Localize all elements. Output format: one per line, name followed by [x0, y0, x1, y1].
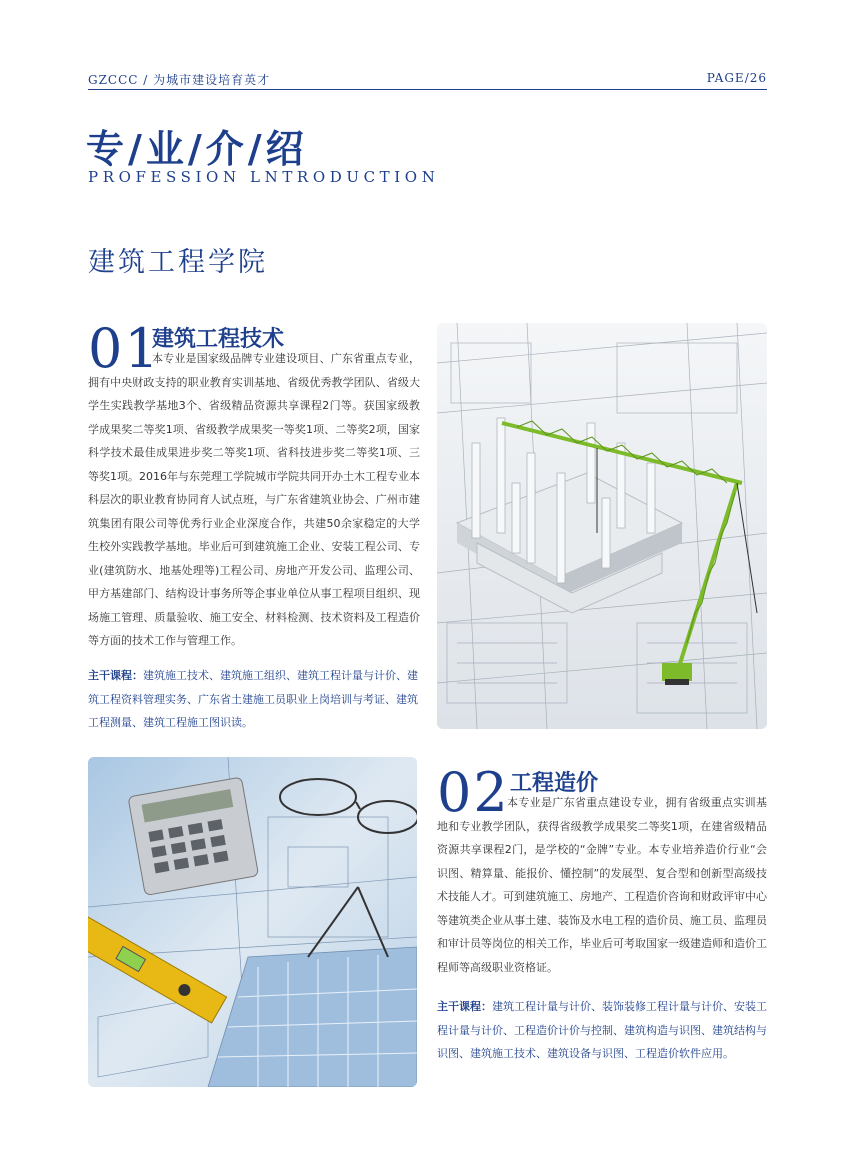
construction-render-image — [437, 323, 767, 729]
calculator-blueprint-image — [88, 757, 417, 1087]
page-title: 专/业/介/绍 — [86, 126, 308, 171]
college-name: 建筑工程学院 — [88, 247, 268, 278]
section-1-courses — [88, 664, 420, 735]
section-2-course-label: 主干课程： — [437, 1000, 492, 1013]
section-1-course-list: 建筑施工技术、建筑施工组织、建筑工程计量与计价、建筑工程资料管理实务、广东省土建施工员职业上岗培训与考证、建筑工程测量、建筑工程施工图识读。 — [88, 669, 418, 729]
section-2-title: 工程造价 — [510, 770, 599, 796]
section-1-course-label: 主干课程： — [88, 669, 143, 682]
page-number: PAGE/26 — [706, 71, 767, 85]
section-2-body: 本专业是广东省重点建设专业，拥有省级重点实训基地和专业教学团队，获得省级教学成果奖二等奖1项，在建省级精品资源共享课程2门，是学校的“金牌”专业。本专业培养造价行业“会识图、精算量、能报价、懂控制”的发展型、复合型和创新型高级技术技能人才。可到建筑施工、房地产、工程造价咨询和财政评审中心等建筑类企业从事土建、装饰及水电工程的造价员、施工员、监理员和审计员等岗位的相关工作，毕业后可考取国家一级建造师和造价工程师等高级职业资格证。 — [437, 796, 767, 974]
building-crane-illustration — [437, 323, 767, 729]
section-2-number: 02 — [437, 761, 510, 824]
section-1-number: 01 — [88, 317, 161, 380]
page-subtitle-en: PROFESSION LNTRODUCTION — [88, 168, 440, 186]
calculator-ruler-illustration — [88, 757, 417, 1087]
header-breadcrumb: GZCCC / 为城市建设培育英才 — [88, 73, 271, 87]
section-1-body: 本专业是国家级品牌专业建设项目、广东省重点专业，拥有中央财政支持的职业教育实训基地、省级优秀教学团队、省级大学生实践教学基地3个、省级精品资源共享课程2门等。获国家级教学成果奖二等奖1项、省级教学成果奖一等奖1项、二等奖2项，国家科学技术最佳成果进步奖二等奖1项、省科技进步奖二等奖1项、三等奖1项。2016年与东莞理工学院城市学院共同开办土木工程专业本科层次的职业教育协同育人试点班，与广东省建筑业协会、广州市建筑集团有限公司等优秀行业企业深度合作，共建50余家稳定的大学生校外实践教学基地。毕业后可到建筑施工企业、安装工程公司、专业(建筑防水、地基处理等)工程公司、房地产开发公司、监理公司、甲方基建部门、结构设计事务所等企事业单位从事工程项目组织、现场施工管理、质量验收、施工安全、材料检测、技术资料及工程造价等方面的技术工作与管理工作。 — [88, 352, 420, 647]
section-2-course-list: 建筑工程计量与计价、装饰装修工程计量与计价、安装工程计量与计价、工程造价计价与控制、建筑构造与识图、建筑结构与识图、建筑施工技术、建筑设备与识图、工程造价软件应用。 — [437, 1000, 767, 1060]
section-1-title: 建筑工程技术 — [152, 326, 285, 352]
section-2-courses — [437, 995, 767, 1066]
header-divider — [88, 89, 767, 90]
